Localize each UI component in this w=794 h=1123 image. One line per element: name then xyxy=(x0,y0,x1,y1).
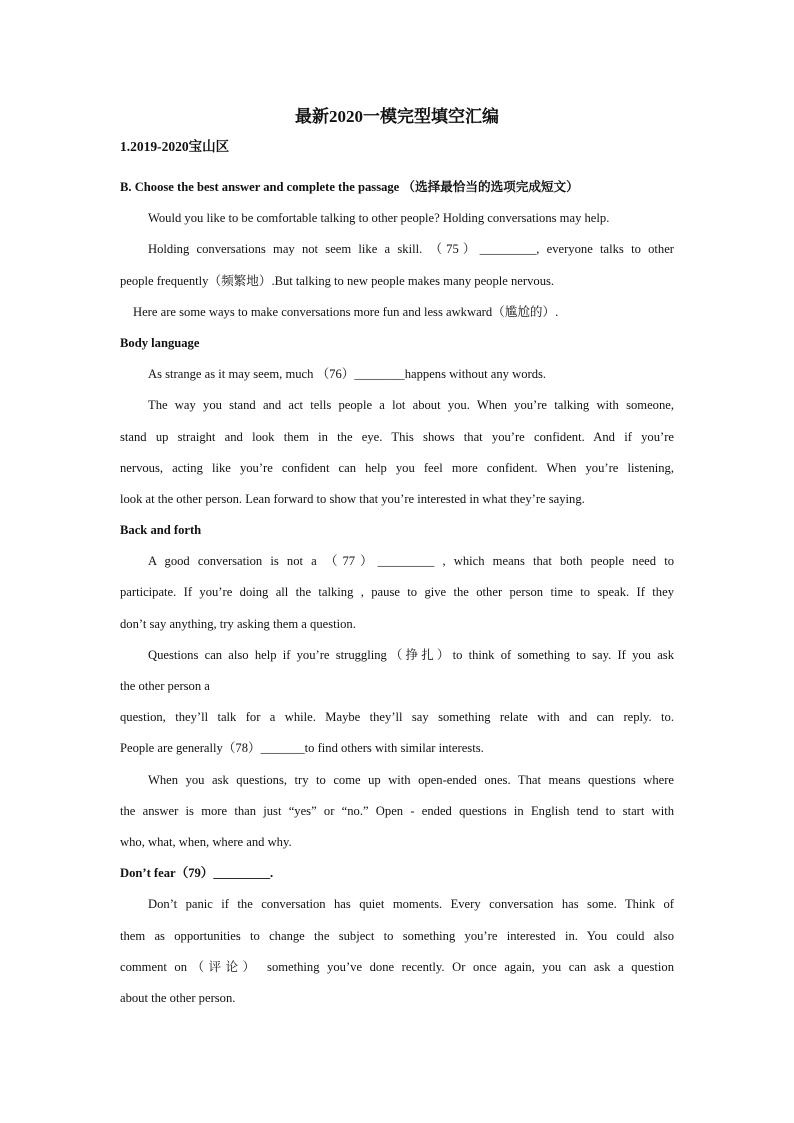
passage-line: When you ask questions, try to come up with open-ended ones. That means questions where xyxy=(148,772,674,787)
passage-heading: Back and forth xyxy=(120,523,202,538)
passage-line: Here are some ways to make conversations more fun and less awkward（尴尬的）. xyxy=(133,304,559,319)
passage-heading: Don’t fear（79）_________. xyxy=(120,866,274,881)
passage-line: the other person a xyxy=(120,679,210,693)
passage-line: People are generally（78）_______to find others with similar interests. xyxy=(120,741,484,756)
passage-line: them as opportunities to change the subject to something you’re interested in. You could also xyxy=(120,928,674,943)
document-title: 最新2020一模完型填空汇编 xyxy=(295,107,499,126)
passage-line: question, they’ll talk for a while. Maybe they’ll say something relate with and can reply. to. xyxy=(120,710,674,725)
section-heading: 1.2019-2020宝山区 xyxy=(120,139,230,154)
passage-line: nervous, acting like you’re confident can help you feel more confident. When you’re listening, xyxy=(120,460,674,475)
passage-line: A good conversation is not a （77）_________ , which means that both people need to xyxy=(148,554,674,569)
passage-line: about the other person. xyxy=(120,990,236,1005)
passage-line: As strange as it may seem, much （76）________happens without any words. xyxy=(148,367,547,382)
passage-line: Don’t panic if the conversation has quiet moments. Every conversation has some. Think of xyxy=(148,897,674,912)
passage-line: who, what, when, where and why. xyxy=(120,834,292,849)
passage-line: people frequently（频繁地）.But talking to new people makes many people nervous. xyxy=(120,273,555,288)
passage-line: comment on（评论） something you’ve done recently. Or once again, you can ask a question xyxy=(120,959,674,974)
passage-line: look at the other person. Lean forward to show that you’re interested in what they’re saying. xyxy=(120,491,585,506)
passage-heading: Body language xyxy=(120,335,200,350)
passage-line: stand up straight and look them in the eye. This shows that you’re confident. And if you’re xyxy=(120,429,674,444)
passage-line: Holding conversations may not seem like a skill. （75）_________, everyone talks to other xyxy=(148,242,674,257)
passage-body xyxy=(120,172,674,1014)
passage-line: participate. If you’re doing all the talking , pause to give the other person time to speak. If they xyxy=(120,585,674,600)
passage-line: don’t say anything, try asking them a question. xyxy=(120,616,356,631)
passage-line: Would you like to be comfortable talking to other people? Holding conversations may help. xyxy=(148,211,610,226)
passage-heading: B. Choose the best answer and complete the passage （选择最恰当的选项完成短文） xyxy=(120,180,579,194)
passage-line: The way you stand and act tells people a lot about you. When you’re talking with someone, xyxy=(148,398,674,413)
passage-line: Questions can also help if you’re struggling（挣扎）to think of something to say. If you ask xyxy=(148,647,674,662)
passage-line: the answer is more than just “yes” or “no.” Open - ended questions in English tend to start with xyxy=(120,803,674,818)
